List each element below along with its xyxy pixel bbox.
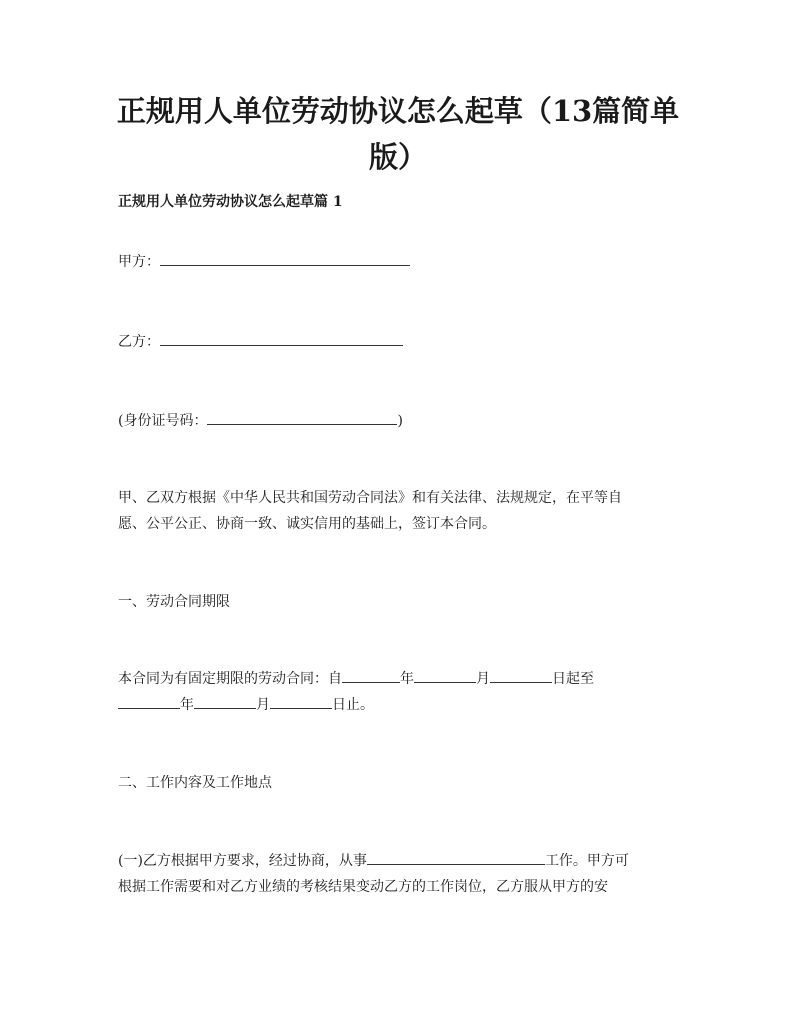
party-b-line [118,329,688,355]
start-month-label: 月 [476,671,490,687]
work-prefix: (一)乙方根据甲方要求，经过协商，从事 [118,853,367,869]
work-suffix: 工作。甲方可 [544,853,629,869]
work-line-1 [118,848,688,874]
start-day-label: 日起至 [552,671,594,687]
party-a-label: 甲方： [118,254,160,270]
id-number-close: ) [397,413,403,429]
start-month-blank [414,667,476,683]
heading-work-content: 二、工作内容及工作地点 [118,775,272,791]
term-prefix: 本合同为有固定期限的劳动合同：自 [118,671,342,687]
section-title: 正规用人单位劳动协议怎么起草篇 1 [118,194,343,210]
end-day-blank [270,693,332,709]
id-number-line [118,408,688,434]
work-blank [367,849,545,865]
end-day-label: 日止。 [332,697,374,713]
party-b-blank [160,330,403,346]
end-year-blank [118,693,180,709]
start-day-blank [490,667,552,683]
start-year-blank [342,667,400,683]
intro-line-1: 甲、乙双方根据《中华人民共和国劳动合同法》和有关法律、法规规定，在平等自 [118,490,622,506]
term-line-2 [118,692,688,718]
heading-contract-term: 一、劳动合同期限 [118,594,230,610]
party-a-blank [160,250,410,266]
party-a-line [118,249,688,275]
id-number-label: (身份证号码： [118,413,208,429]
work-line-2: 根据工作需要和对乙方业绩的考核结果变动乙方的工作岗位，乙方服从甲方的安 [118,879,608,895]
end-month-label: 月 [256,697,270,713]
term-line-1 [118,666,688,692]
end-year-label: 年 [180,697,194,713]
id-number-blank [207,409,397,425]
start-year-label: 年 [400,671,414,687]
end-month-blank [194,693,256,709]
intro-line-2: 愿、公平公正、协商一致、诚实信用的基础上，签订本合同。 [118,516,496,532]
party-b-label: 乙方： [118,334,160,350]
document-title: 正规用人单位劳动协议怎么起草（13篇简单版） [116,94,680,174]
